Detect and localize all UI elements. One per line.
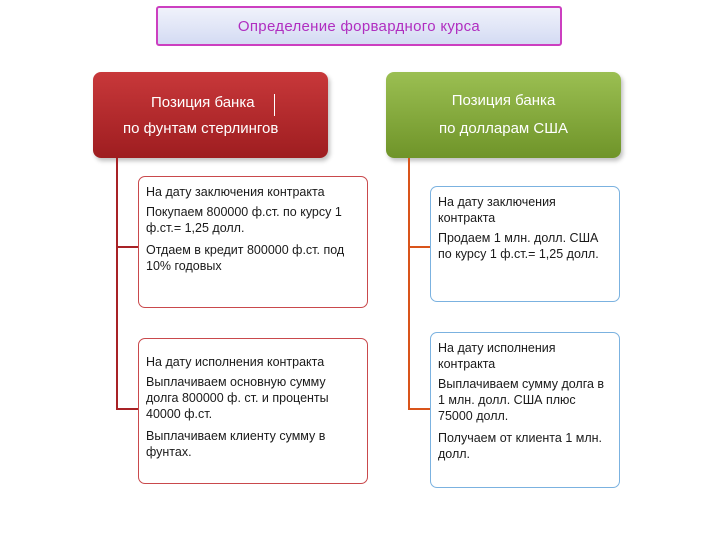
card-line: Продаем 1 млн. долл. США по курсу 1 ф.ст.= 1,25 долл. xyxy=(438,231,599,261)
right-card-execution-date xyxy=(430,332,620,488)
card-line: Отдаем в кредит 800000 ф.ст. под 10% годовых xyxy=(146,243,345,273)
left-header-line-2: по фунтам стерлингов xyxy=(123,120,279,137)
card-line: Выплачиваем сумму долга в 1 млн. долл. США плюс 75000 долл. xyxy=(438,377,605,423)
right-header-line-2: по долларам США xyxy=(439,120,568,137)
card-line: Покупаем 800000 ф.ст. по курсу 1 ф.ст.= 1,25 долл. xyxy=(146,205,342,235)
left-card-execution-date xyxy=(138,338,368,484)
left-header-line-1: Позиция банка xyxy=(151,94,255,111)
left-connector-branch-1 xyxy=(116,246,138,248)
left-header-sterling-position xyxy=(93,72,328,158)
card-line: Выплачиваем клиенту сумму в фунтах. xyxy=(146,429,326,459)
diagram-title: Определение форвардного курса xyxy=(156,6,562,46)
card-title: На дату заключения контракта xyxy=(438,195,556,225)
right-header-dollar-position xyxy=(386,72,621,158)
card-line: Выплачиваем основную сумму долга 800000 ф. ст. и проценты 40000 ф.ст. xyxy=(146,375,329,421)
card-line: Получаем от клиента 1 млн. долл. xyxy=(438,431,603,461)
left-header-cursor-mark xyxy=(274,94,275,116)
right-connector-branch-2 xyxy=(408,408,430,410)
card-title: На дату исполнения контракта xyxy=(146,355,325,369)
card-title: На дату исполнения контракта xyxy=(438,341,556,371)
right-header-line-1: Позиция банка xyxy=(451,92,556,109)
right-card-contract-date xyxy=(430,186,620,302)
right-connector-trunk xyxy=(408,158,410,410)
left-card-contract-date xyxy=(138,176,368,308)
right-connector-branch-1 xyxy=(408,246,430,248)
card-title: На дату заключения контракта xyxy=(146,185,325,199)
left-connector-branch-2 xyxy=(116,408,138,410)
left-connector-trunk xyxy=(116,158,118,410)
